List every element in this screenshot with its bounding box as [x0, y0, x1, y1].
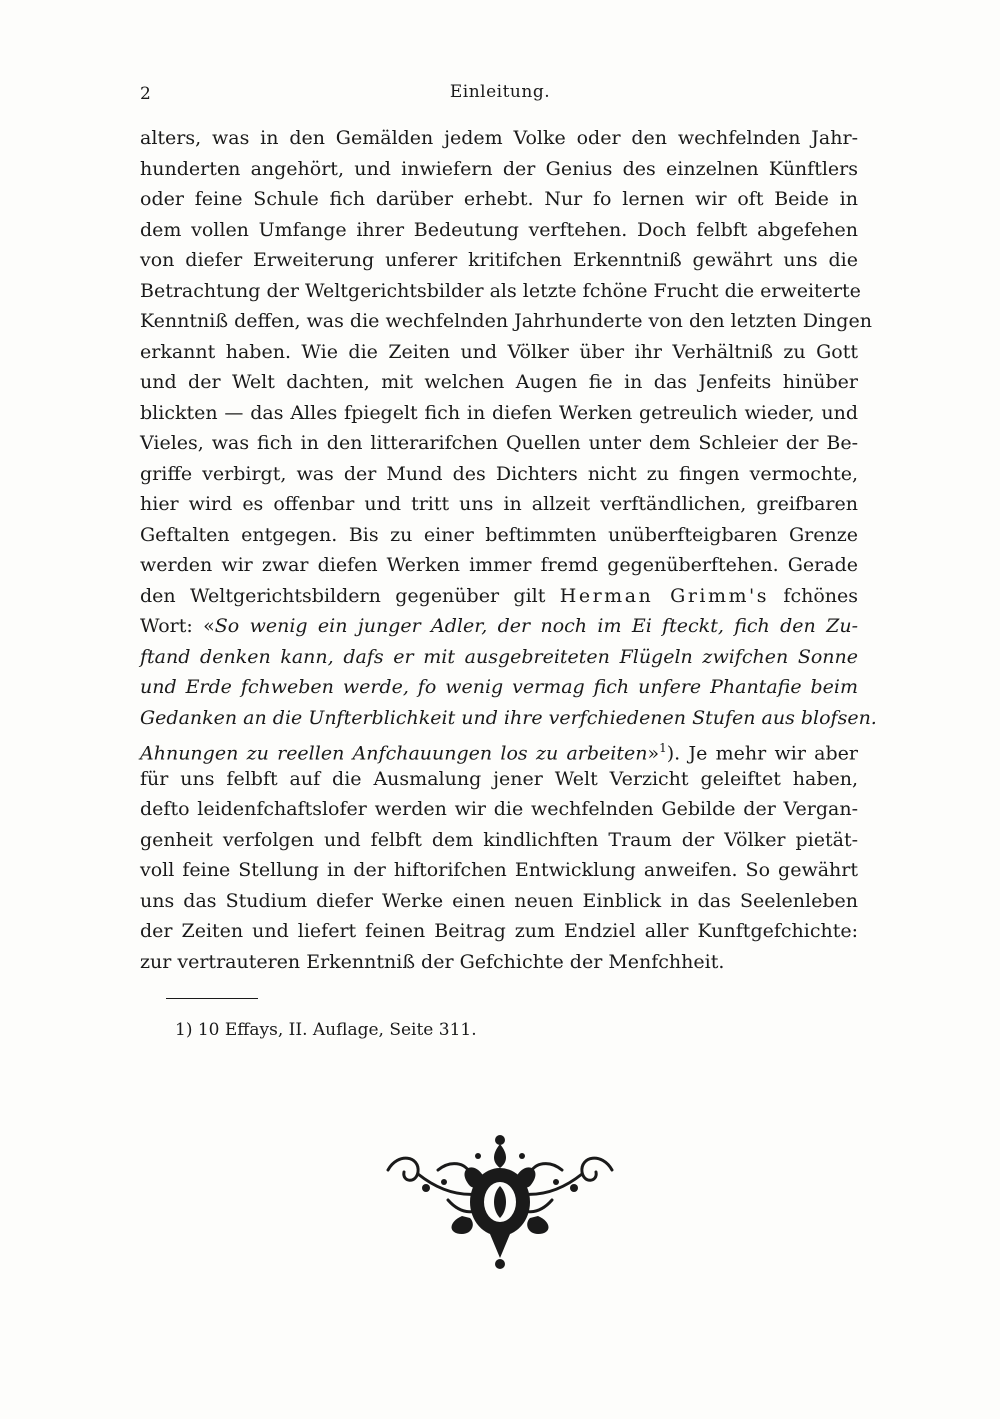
text-line: uns das Studium diefer Werke einen neuen Einblick in das Seelenleben	[140, 889, 858, 912]
line-text: den Weltgerichtsbildern gegenüber gilt	[140, 584, 560, 607]
line-text: ). Je mehr wir aber	[666, 742, 858, 765]
text-line: dem vollen Umfange ihrer Bedeutung verftehen. Doch felbft abgefehen	[140, 218, 858, 241]
quote-text: So wenig ein junger Adler, der noch im Ei fteckt, fich den Zu-	[214, 615, 858, 637]
text-line-quote-end	[140, 733, 858, 764]
text-line-quote-start	[140, 611, 858, 642]
text-line-last: zur vertrauteren Erkenntniß der Gefchichte der Menfchheit.	[140, 950, 725, 973]
text-line: von diefer Erweiterung unferer kritifchen Erkenntniß gewährt uns die	[140, 249, 858, 271]
quote-line: Gedanken an die Unfterblichkeit und ihre verfchiedenen Stufen aus blofsen.	[140, 706, 877, 729]
text-line: der Zeiten und liefert feinen Beitrag zum Endziel aller Kunftgefchichte:	[140, 920, 858, 942]
decorative-vignette-ornament	[378, 1130, 622, 1272]
quote-text: Ahnungen zu reellen Anfchauungen los zu arbeiten	[140, 742, 648, 765]
quote-close: »	[647, 742, 660, 765]
footnote-reference: 1	[659, 741, 667, 755]
text-line: hier wird es offenbar und tritt uns in allzeit verftändlichen, greifbaren	[140, 493, 858, 515]
text-line: werden wir zwar diefen Werken immer fremd gegenüberftehen. Gerade	[140, 554, 858, 576]
line-text: Wort: «	[140, 615, 215, 637]
text-line: Geftalten entgegen. Bis zu einer beftimmten unüberfteigbaren Grenze	[140, 523, 858, 546]
text-line: Vieles, was fich in den litterarifchen Quellen unter dem Schleier der Be-	[140, 432, 858, 454]
line-text: fchönes	[769, 584, 858, 607]
text-line: oder feine Schule fich darüber erhebt. Nur fo lernen wir oft Beide in	[140, 188, 858, 210]
text-line: hunderten angehört, und inwiefern der Genius des einzelnen Künftlers	[140, 157, 858, 180]
text-line: Kenntniß deffen, was die wechfelnden Jahrhunderte von den letzten Dingen	[140, 310, 872, 332]
footnote: 1) 10 Effays, II. Auflage, Seite 311.	[175, 1020, 477, 1040]
author-name: Herman Grimm's	[559, 584, 770, 607]
running-title: Einleitung.	[449, 82, 551, 102]
text-line: und der Welt dachten, mit welchen Augen fie in das Jenfeits hinüber	[140, 371, 858, 393]
body-text	[140, 123, 877, 977]
text-line: blickten — das Alles fpiegelt fich in diefen Werken getreulich wieder, und	[140, 401, 858, 424]
text-line: griffe verbirgt, was der Mund des Dichters nicht zu fingen vermochte,	[140, 462, 858, 485]
page-number: 2	[140, 84, 151, 104]
text-line: für uns felbft auf die Ausmalung jener Welt Verzicht geleiftet haben,	[140, 767, 858, 790]
text-line: alters, was in den Gemälden jedem Volke oder den wechfelnden Jahr-	[140, 127, 858, 149]
text-line: erkannt haben. Wie die Zeiten und Völker über ihr Verhältniß zu Gott	[140, 340, 858, 363]
quote-line: ftand denken kann, dafs er mit ausgebreiteten Flügeln zwifchen Sonne	[140, 645, 858, 668]
footnote-divider	[166, 998, 258, 999]
text-line: genheit verfolgen und felbft dem kindlichften Traum der Völker pietät-	[140, 828, 858, 851]
text-line-with-author	[140, 581, 858, 612]
text-line: defto leidenfchaftslofer werden wir die wechfelnden Gebilde der Vergan-	[140, 798, 858, 820]
text-line: voll feine Stellung in der hiftorifchen Entwicklung anweifen. So gewährt	[140, 859, 858, 881]
text-line: Betrachtung der Weltgerichtsbilder als letzte fchöne Frucht die erweiterte	[140, 279, 861, 302]
quote-line: und Erde fchweben werde, fo wenig vermag fich unfere Phantafie beim	[140, 676, 858, 698]
